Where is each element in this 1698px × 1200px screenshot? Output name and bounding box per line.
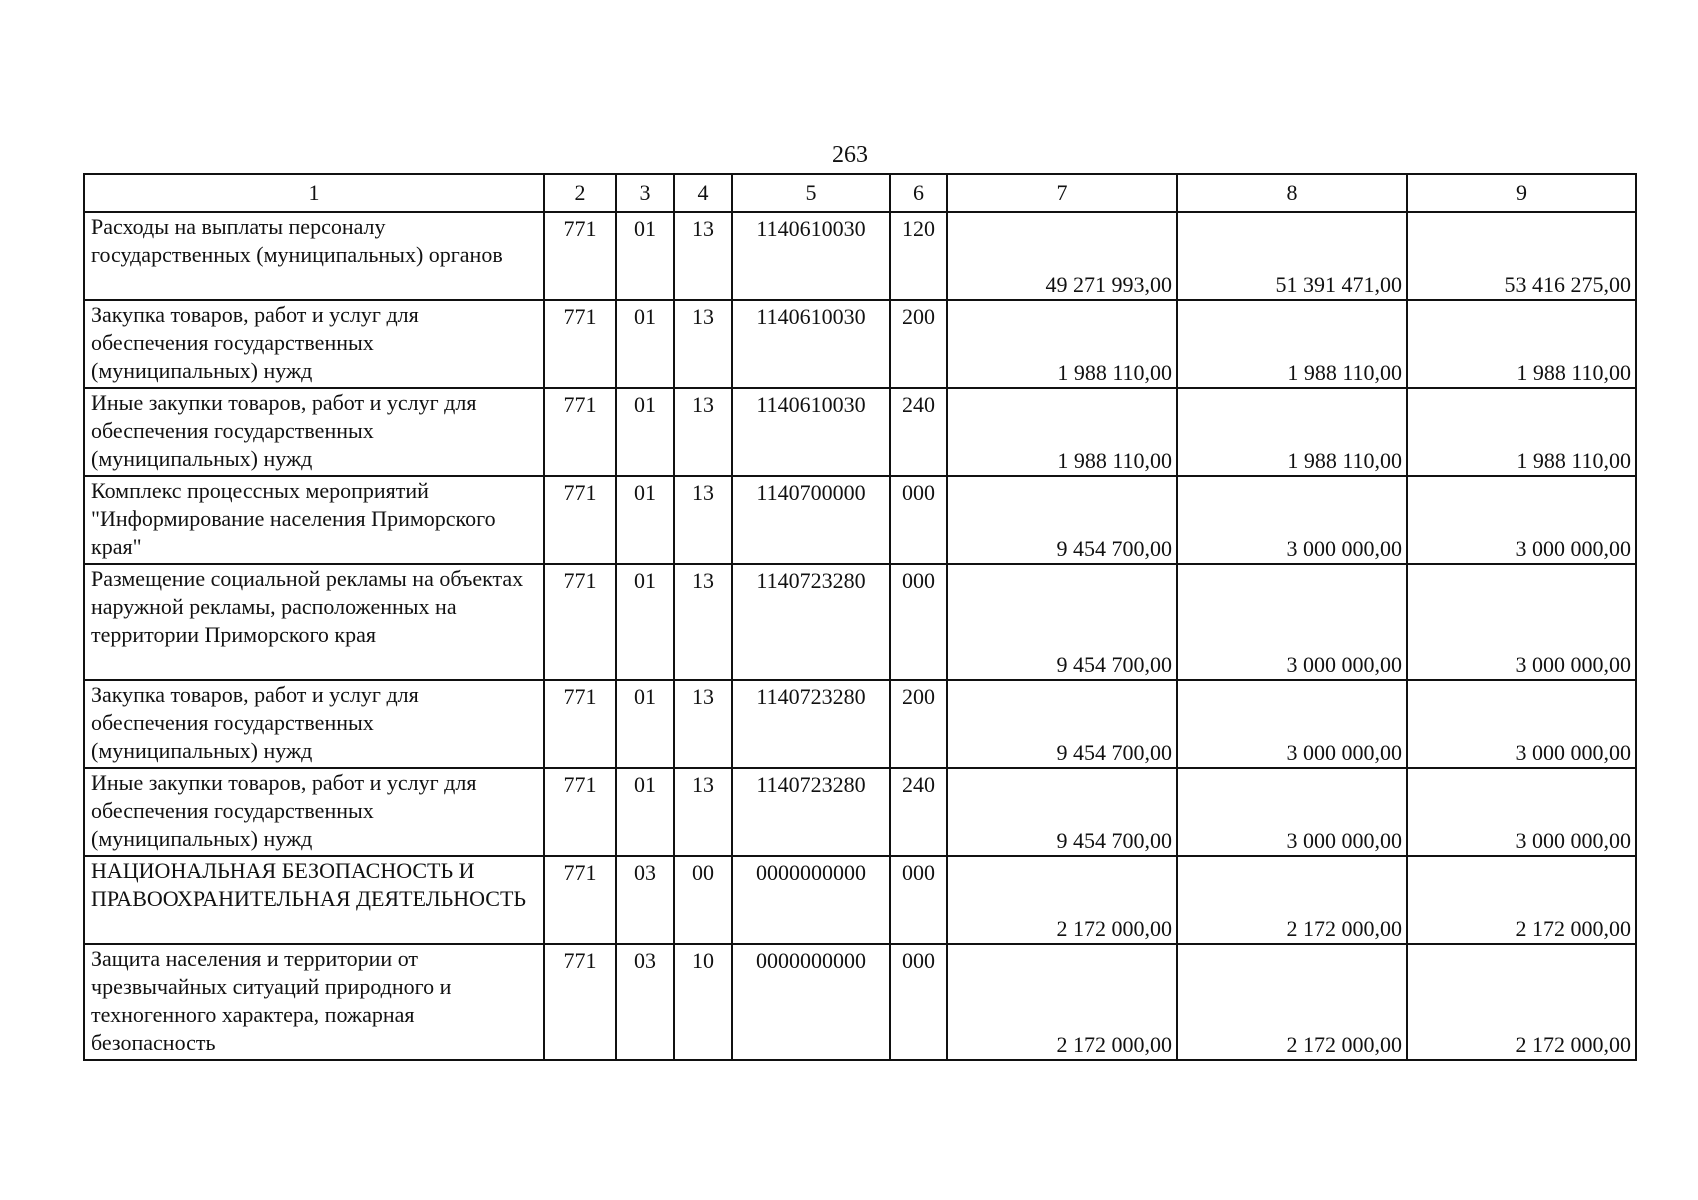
code-subsection: 13 xyxy=(674,680,732,768)
code-target: 1140610030 xyxy=(732,212,890,300)
table-row xyxy=(84,680,1636,768)
amount-col-8: 3 000 000,00 xyxy=(1177,680,1407,768)
code-admin: 771 xyxy=(544,564,616,680)
code-admin: 771 xyxy=(544,476,616,564)
code-target: 1140723280 xyxy=(732,564,890,680)
column-header: 2 xyxy=(544,174,616,212)
amount-col-7: 9 454 700,00 xyxy=(947,768,1177,856)
amount-col-8: 3 000 000,00 xyxy=(1177,768,1407,856)
code-expense-type: 000 xyxy=(890,856,947,944)
code-target: 1140723280 xyxy=(732,768,890,856)
code-target: 1140700000 xyxy=(732,476,890,564)
code-subsection: 00 xyxy=(674,856,732,944)
amount-col-8: 1 988 110,00 xyxy=(1177,300,1407,388)
table-row xyxy=(84,564,1636,680)
column-header: 1 xyxy=(84,174,544,212)
code-section: 01 xyxy=(616,768,674,856)
header-row xyxy=(84,174,1636,212)
table-row xyxy=(84,476,1636,564)
code-subsection: 13 xyxy=(674,388,732,476)
code-subsection: 13 xyxy=(674,212,732,300)
code-admin: 771 xyxy=(544,856,616,944)
amount-col-8: 1 988 110,00 xyxy=(1177,388,1407,476)
code-target: 1140610030 xyxy=(732,300,890,388)
row-name: Размещение социальной рекламы на объектах наружной рекламы, расположенных на территории Приморского края xyxy=(84,564,544,680)
table-row xyxy=(84,856,1636,944)
code-target: 1140610030 xyxy=(732,388,890,476)
code-section: 01 xyxy=(616,680,674,768)
code-expense-type: 000 xyxy=(890,476,947,564)
code-subsection: 10 xyxy=(674,944,732,1060)
code-admin: 771 xyxy=(544,680,616,768)
amount-col-9: 3 000 000,00 xyxy=(1407,564,1636,680)
code-expense-type: 000 xyxy=(890,944,947,1060)
code-section: 01 xyxy=(616,212,674,300)
table-row xyxy=(84,212,1636,300)
amount-col-8: 3 000 000,00 xyxy=(1177,564,1407,680)
row-name: НАЦИОНАЛЬНАЯ БЕЗОПАСНОСТЬ И ПРАВООХРАНИТЕЛЬНАЯ ДЕЯТЕЛЬНОСТЬ xyxy=(84,856,544,944)
code-subsection: 13 xyxy=(674,476,732,564)
amount-col-9: 3 000 000,00 xyxy=(1407,680,1636,768)
row-name: Расходы на выплаты персоналу государственных (муниципальных) органов xyxy=(84,212,544,300)
amount-col-9: 1 988 110,00 xyxy=(1407,388,1636,476)
row-name: Иные закупки товаров, работ и услуг для обеспечения государственных (муниципальных) нужд xyxy=(84,388,544,476)
page-number: 263 xyxy=(832,142,868,168)
amount-col-9: 3 000 000,00 xyxy=(1407,768,1636,856)
code-section: 01 xyxy=(616,564,674,680)
row-name: Закупка товаров, работ и услуг для обеспечения государственных (муниципальных) нужд xyxy=(84,680,544,768)
code-admin: 771 xyxy=(544,212,616,300)
amount-col-9: 2 172 000,00 xyxy=(1407,856,1636,944)
code-expense-type: 000 xyxy=(890,564,947,680)
amount-col-7: 49 271 993,00 xyxy=(947,212,1177,300)
code-admin: 771 xyxy=(544,768,616,856)
code-target: 0000000000 xyxy=(732,944,890,1060)
table-row xyxy=(84,300,1636,388)
budget-table xyxy=(83,173,1637,1061)
amount-col-7: 1 988 110,00 xyxy=(947,300,1177,388)
amount-col-9: 3 000 000,00 xyxy=(1407,476,1636,564)
amount-col-8: 2 172 000,00 xyxy=(1177,856,1407,944)
row-name: Комплекс процессных мероприятий "Информирование населения Приморского края" xyxy=(84,476,544,564)
amount-col-8: 2 172 000,00 xyxy=(1177,944,1407,1060)
column-header: 8 xyxy=(1177,174,1407,212)
code-expense-type: 120 xyxy=(890,212,947,300)
code-target: 0000000000 xyxy=(732,856,890,944)
code-expense-type: 240 xyxy=(890,768,947,856)
row-name: Защита населения и территории от чрезвычайных ситуаций природного и техногенного характера, пожарная безопасность xyxy=(84,944,544,1060)
table-row xyxy=(84,944,1636,1060)
code-admin: 771 xyxy=(544,944,616,1060)
column-header: 3 xyxy=(616,174,674,212)
code-section: 03 xyxy=(616,856,674,944)
code-section: 01 xyxy=(616,300,674,388)
code-section: 01 xyxy=(616,476,674,564)
amount-col-7: 1 988 110,00 xyxy=(947,388,1177,476)
amount-col-7: 2 172 000,00 xyxy=(947,944,1177,1060)
code-subsection: 13 xyxy=(674,564,732,680)
column-header: 6 xyxy=(890,174,947,212)
code-target: 1140723280 xyxy=(732,680,890,768)
code-admin: 771 xyxy=(544,388,616,476)
row-name: Иные закупки товаров, работ и услуг для обеспечения государственных (муниципальных) нужд xyxy=(84,768,544,856)
table-row xyxy=(84,388,1636,476)
code-subsection: 13 xyxy=(674,300,732,388)
amount-col-9: 53 416 275,00 xyxy=(1407,212,1636,300)
code-admin: 771 xyxy=(544,300,616,388)
amount-col-7: 9 454 700,00 xyxy=(947,476,1177,564)
row-name: Закупка товаров, работ и услуг для обеспечения государственных (муниципальных) нужд xyxy=(84,300,544,388)
amount-col-7: 2 172 000,00 xyxy=(947,856,1177,944)
column-header: 7 xyxy=(947,174,1177,212)
code-subsection: 13 xyxy=(674,768,732,856)
column-header: 9 xyxy=(1407,174,1636,212)
column-header: 4 xyxy=(674,174,732,212)
column-header: 5 xyxy=(732,174,890,212)
amount-col-7: 9 454 700,00 xyxy=(947,680,1177,768)
amount-col-7: 9 454 700,00 xyxy=(947,564,1177,680)
code-section: 01 xyxy=(616,388,674,476)
amount-col-8: 3 000 000,00 xyxy=(1177,476,1407,564)
table-row xyxy=(84,768,1636,856)
code-section: 03 xyxy=(616,944,674,1060)
code-expense-type: 200 xyxy=(890,680,947,768)
code-expense-type: 240 xyxy=(890,388,947,476)
amount-col-9: 1 988 110,00 xyxy=(1407,300,1636,388)
code-expense-type: 200 xyxy=(890,300,947,388)
amount-col-9: 2 172 000,00 xyxy=(1407,944,1636,1060)
amount-col-8: 51 391 471,00 xyxy=(1177,212,1407,300)
